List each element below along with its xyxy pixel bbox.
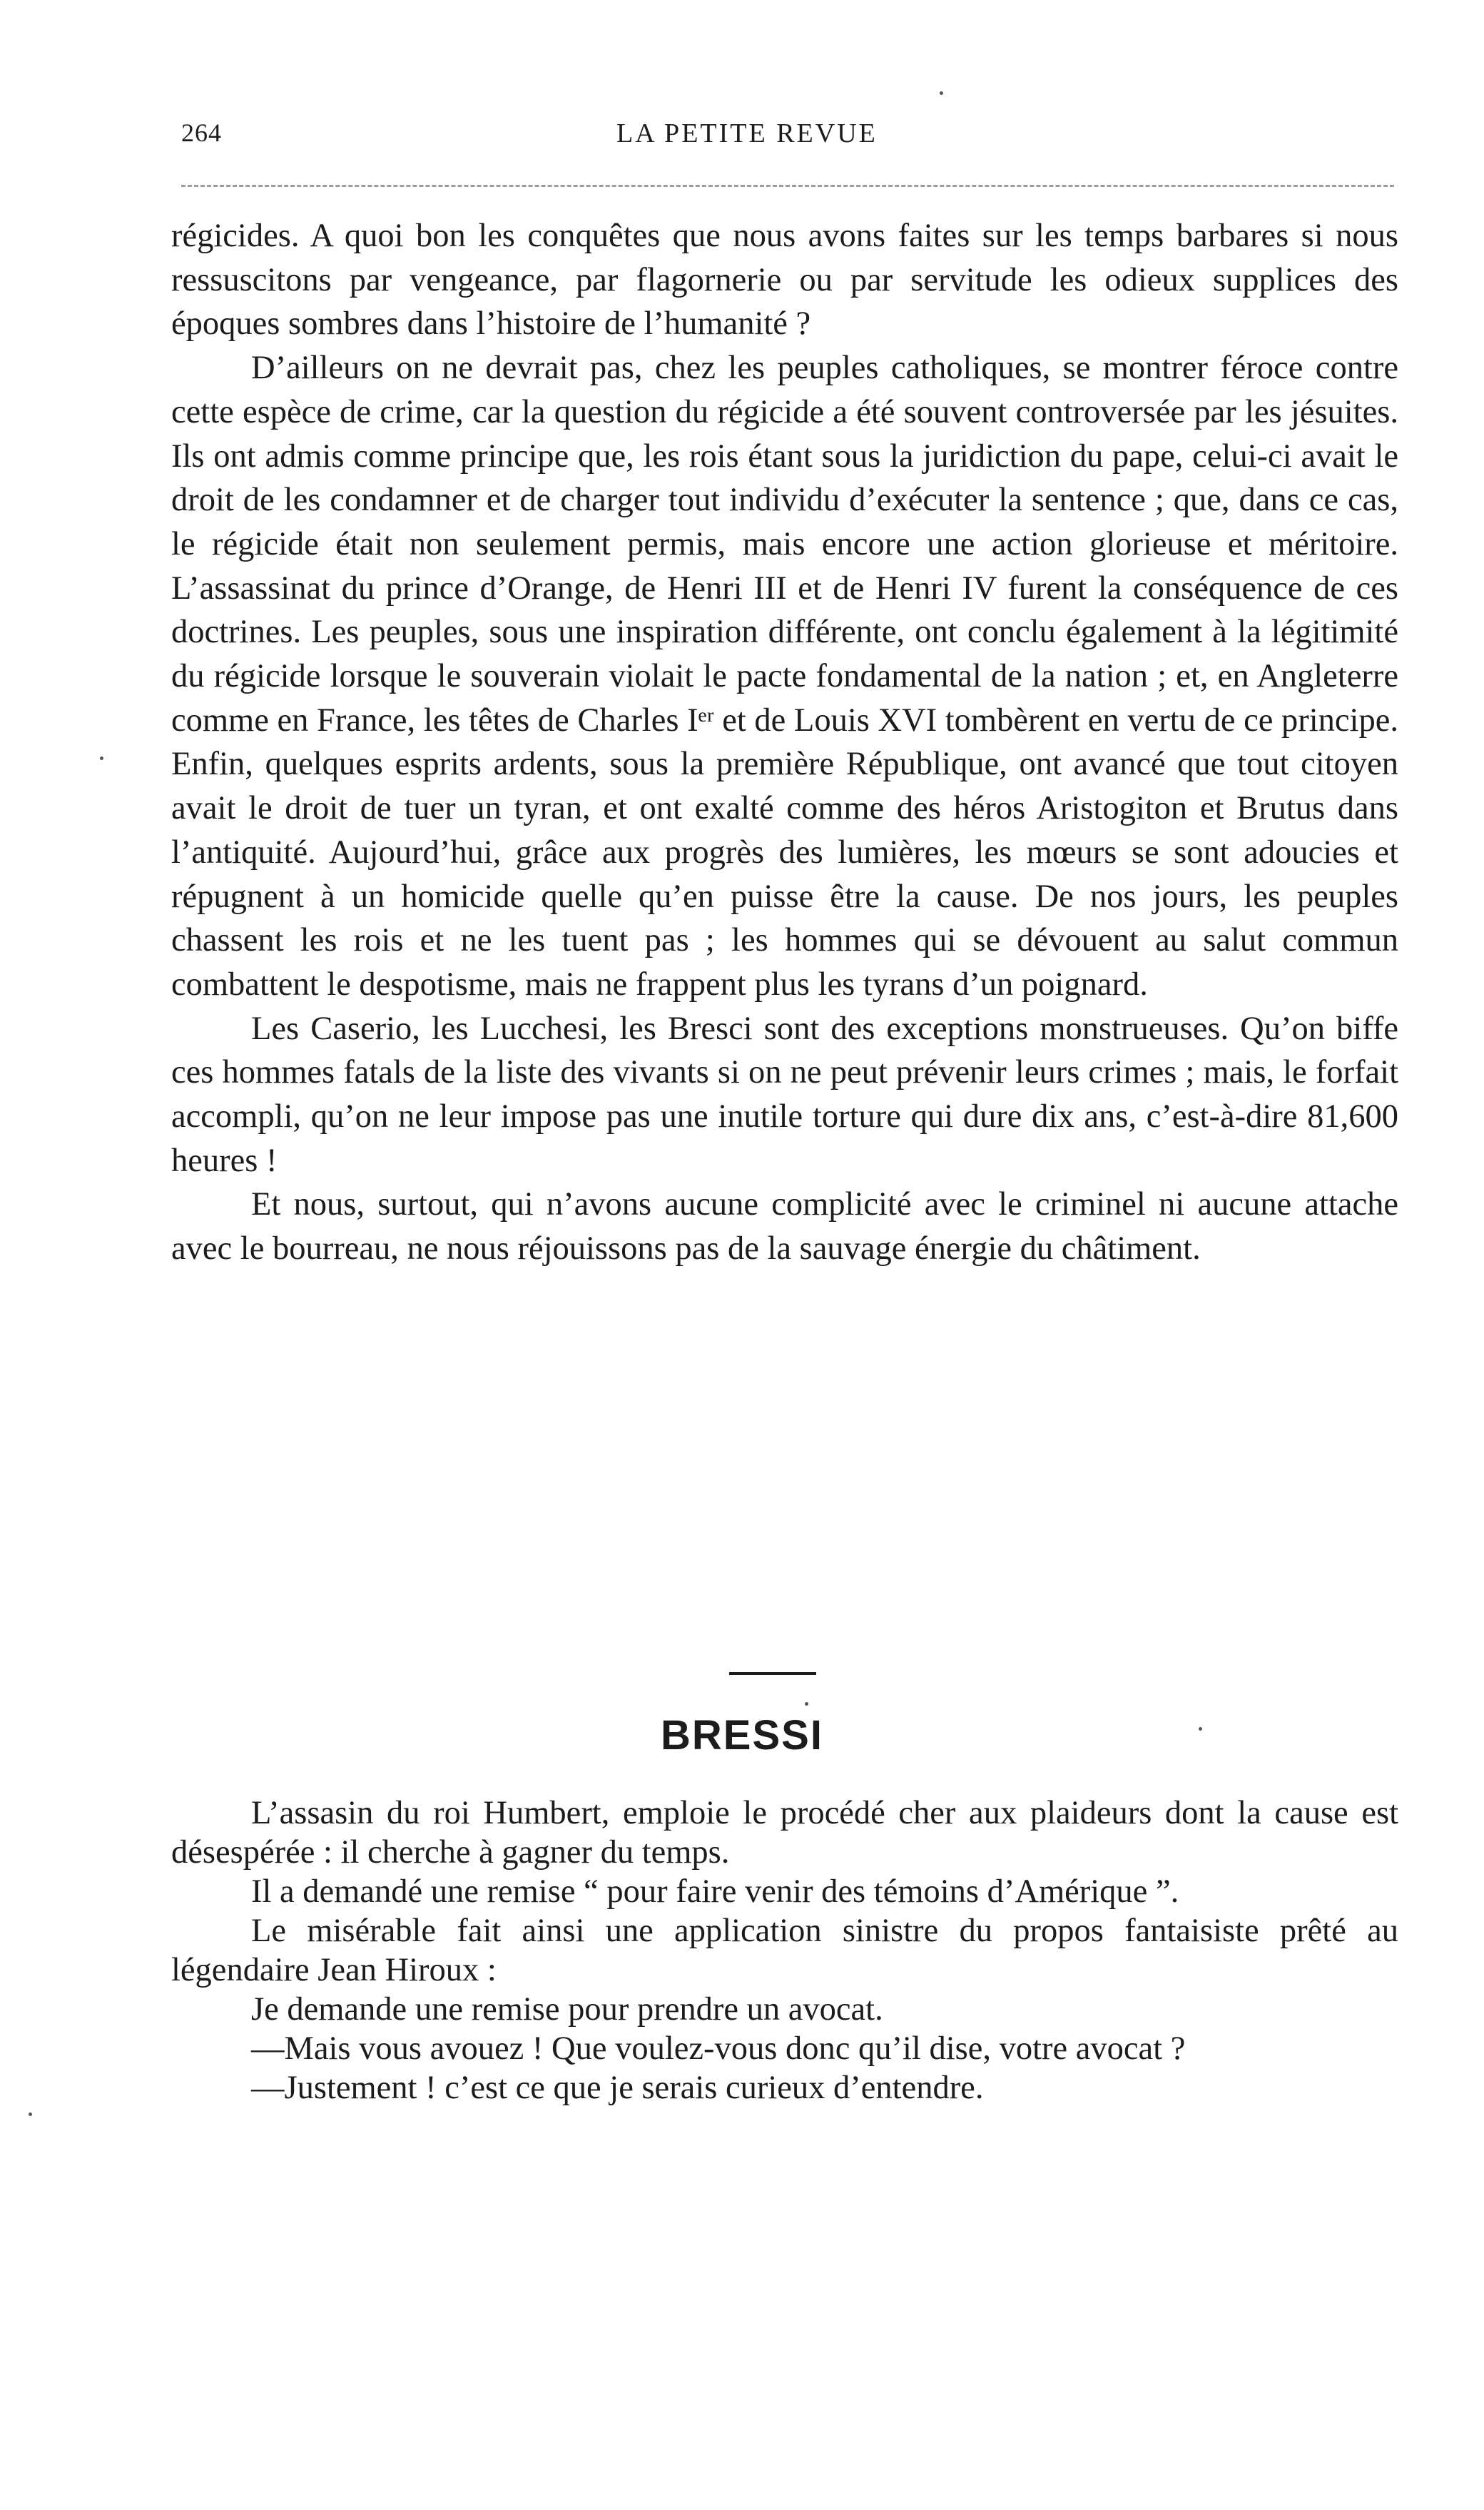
section-paragraph: L’assasin du roi Humbert, emploie le procédé cher aux plaideurs dont la cause est désespérée : il cherche à gagner du temps. bbox=[171, 1795, 1398, 1871]
page-number: 264 bbox=[181, 118, 222, 147]
print-speck bbox=[805, 1702, 808, 1706]
page-header bbox=[181, 118, 1408, 161]
section-title: BRESSI bbox=[661, 1712, 823, 1758]
section-paragraph: —Mais vous avouez ! Que voulez-vous donc qu’il dise, votre avocat ? bbox=[251, 2030, 1186, 2067]
section-paragraph: Je demande une remise pour prendre un avocat. bbox=[251, 1991, 883, 2028]
print-speck bbox=[29, 2112, 32, 2116]
paragraph-caserio-lucchesi-bresci: Les Caserio, les Lucchesi, les Bresci sont des exceptions monstrueuses. Qu’on biffe ces hommes fatals de la liste des vivants si on ne peut prévenir leurs crimes ; mais, le forfait accompli, qu’on ne leur impose pas une inutile torture qui dure dix ans, c’est-à-dire 81,600 heures ! bbox=[171, 1010, 1398, 1179]
section-text bbox=[171, 1793, 1398, 2107]
print-speck bbox=[100, 756, 103, 760]
section-paragraph: Il a demandé une remise “ pour faire venir des témoins d’Amérique ”. bbox=[251, 1873, 1179, 1910]
paragraph-conclusion: Et nous, surtout, qui n’avons aucune complicité avec le criminel ni aucune attache avec le bourreau, ne nous réjouissons pas de la sauvage énergie du châtiment. bbox=[171, 1186, 1398, 1267]
paragraph-continuation: régicides. A quoi bon les conquêtes que nous avons faites sur les temps barbares si nous ressuscitons par vengeance, par flagornerie ou par servitude les odieux supplices des époques sombres dans l’histoire de l’humanité ? bbox=[171, 218, 1398, 343]
print-speck bbox=[940, 91, 943, 95]
section-paragraph: —Justement ! c’est ce que je serais curieux d’entendre. bbox=[251, 2070, 984, 2106]
print-speck bbox=[1199, 1727, 1202, 1731]
header-rule bbox=[181, 185, 1394, 187]
paragraph-regicide-jesuits: D’ailleurs on ne devrait pas, chez les peuples catholiques, se montrer féroce contre cette espèce de crime, car la question du régicide a été souvent controversée par les jésuites. Ils ont admis comme principe que, les rois étant sous la juridiction du pape, celui-ci avait le droit de les condamner et de charger tout individu d’exécuter la sentence ; que, dans ce cas, le régicide était non seulement permis, mais encore une action glorieuse et méritoire. L’assassinat du prince d’Orange, de Henri III et de Henri IV furent la conséquence de ces doctrines. Les peuples, sous une inspiration différente, ont conclu également à la légitimité du régicide lorsque le souverain violait le pacte fondamental de la nation ; et, en Angleterre comme en France, les têtes de Charles Iᵉʳ et de Louis XVI tombèrent en vertu de ce principe. Enfin, quelques esprits ardents, sous la première République, ont avancé que tout citoyen avait le droit de tuer un tyran, et ont exalté comme des héros Aristogiton et Brutus dans l’antiquité. Aujourd’hui, grâce aux progrès des lumières, les mœurs se sont adoucies et répugnent à un homicide quelle qu’en puisse être la cause. De nos jours, les peuples chassent les rois et ne les tuent pas ; les hommes qui se dévouent au salut commun combattent le despotisme, mais ne frappent plus les tyrans d’un poignard. bbox=[171, 350, 1398, 1003]
section-paragraph: Le misérable fait ainsi une application sinistre du propos fantaisiste prêté au légendaire Jean Hiroux : bbox=[171, 1913, 1398, 1988]
running-title: LA PETITE REVUE bbox=[616, 118, 878, 148]
section-divider bbox=[729, 1672, 816, 1675]
main-text bbox=[171, 214, 1398, 1271]
